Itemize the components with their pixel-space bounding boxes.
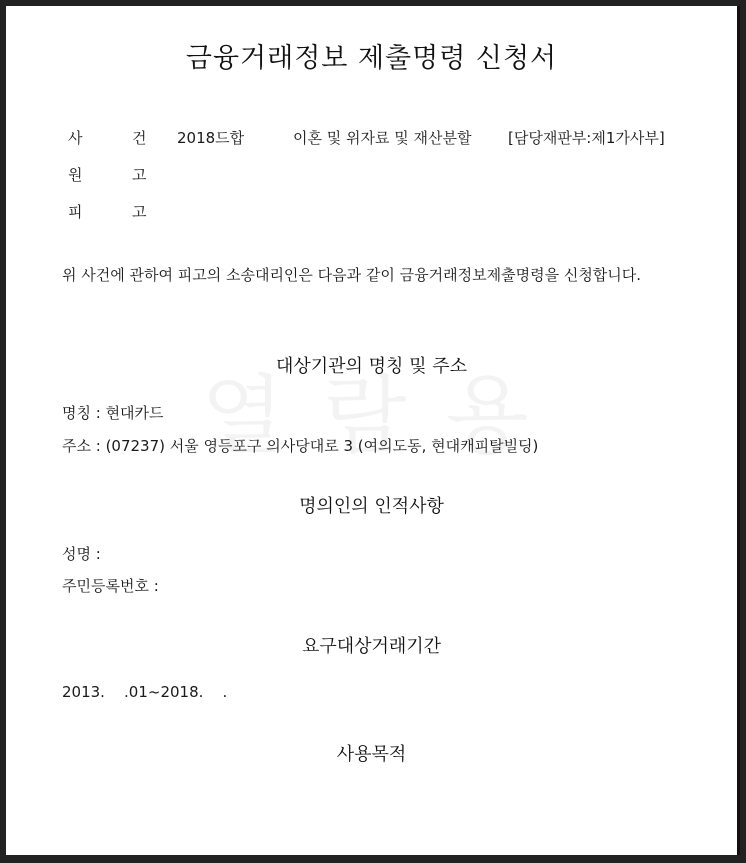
period-range: 2013. .01~2018. .	[62, 683, 228, 701]
court-division: [담당재판부:제1가사부]	[508, 129, 665, 147]
plaintiff-label-char-2: 고	[132, 166, 147, 184]
intro-paragraph: 위 사건에 관하여 피고의 소송대리인은 다음과 같이 금융거래정보제출명령을 신청합니다.	[62, 266, 642, 284]
case-number: 2018드합	[177, 129, 245, 147]
case-label-char-1: 사	[68, 129, 83, 147]
institution-address: 주소 : (07237) 서울 영등포구 의사당대로 3 (여의도동, 현대캐피탈빌딩)	[62, 437, 539, 455]
period-heading: 요구대상거래기간	[301, 636, 442, 657]
institution-name: 명칭 : 현대카드	[62, 404, 164, 422]
case-name: 이혼 및 위자료 및 재산분할	[293, 129, 472, 147]
holder-id-number: 주민등록번호 :	[62, 577, 159, 595]
purpose-heading: 사용목적	[336, 744, 407, 765]
account-holder-heading: 명의인의 인적사항	[299, 496, 444, 517]
plaintiff-label-char-1: 원	[68, 166, 83, 184]
holder-name: 성명 :	[62, 545, 101, 563]
case-label-char-2: 건	[132, 129, 147, 147]
defendant-label-char-1: 피	[68, 203, 83, 221]
document-title: 금융거래정보 제출명령 신청서	[185, 43, 558, 74]
target-institution-heading: 대상기관의 명칭 및 주소	[275, 356, 468, 377]
defendant-label-char-2: 고	[132, 203, 147, 221]
document-page	[6, 6, 740, 855]
